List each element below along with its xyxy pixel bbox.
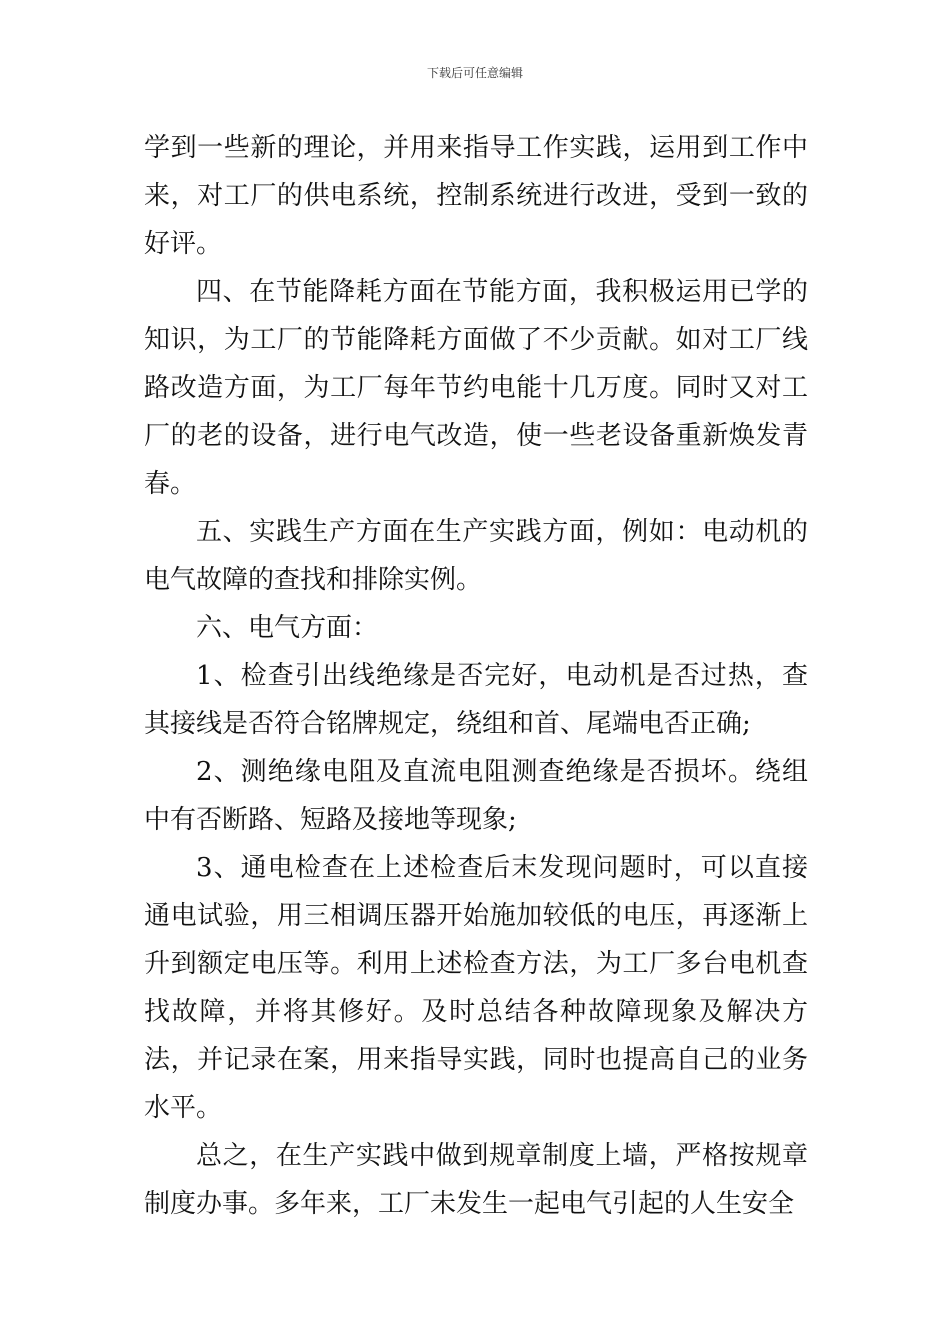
page-header: 下载后可任意编辑 bbox=[426, 66, 523, 80]
document-body bbox=[144, 124, 808, 1228]
paragraph-item-3: 3、通电检查在上述检查后末发现问题时，可以直接通电试验，用三相调压器开始施加较低的电压，再逐渐上升到额定电压等。利用上述检查方法，为工厂多台电机查找故障，并将其修好。及时总结各种故障现象及解决方法，并记录在案，用来指导实践，同时也提高自己的业务水平。 bbox=[144, 853, 808, 1123]
paragraph-electrical-heading: 六、电气方面： bbox=[196, 613, 379, 643]
paragraph-summary: 总之，在生产实践中做到规章制度上墙，严格按规章制度办事。多年来，工厂未发生一起电气引起的人生安全 bbox=[144, 1141, 808, 1219]
paragraph-production-practice: 五、实践生产方面在生产实践方面，例如：电动机的电气故障的查找和排除实例。 bbox=[144, 517, 808, 595]
paragraph-energy-saving: 四、在节能降耗方面在节能方面，我积极运用已学的知识，为工厂的节能降耗方面做了不少贡献。如对工厂线路改造方面，为工厂每年节约电能十几万度。同时又对工厂的老的设备，进行电气改造，使一些老设备重新焕发青春。 bbox=[144, 277, 808, 499]
paragraph-item-2: 2、测绝缘电阻及直流电阻测查绝缘是否损坏。绕组中有否断路、短路及接地等现象; bbox=[144, 757, 808, 835]
paragraph-continuation: 学到一些新的理论，并用来指导工作实践，运用到工作中来，对工厂的供电系统，控制系统进行改进，受到一致的好评。 bbox=[144, 133, 808, 259]
paragraph-item-1: 1、检查引出线绝缘是否完好，电动机是否过热，查其接线是否符合铭牌规定，绕组和首、尾端电否正确; bbox=[144, 661, 808, 739]
